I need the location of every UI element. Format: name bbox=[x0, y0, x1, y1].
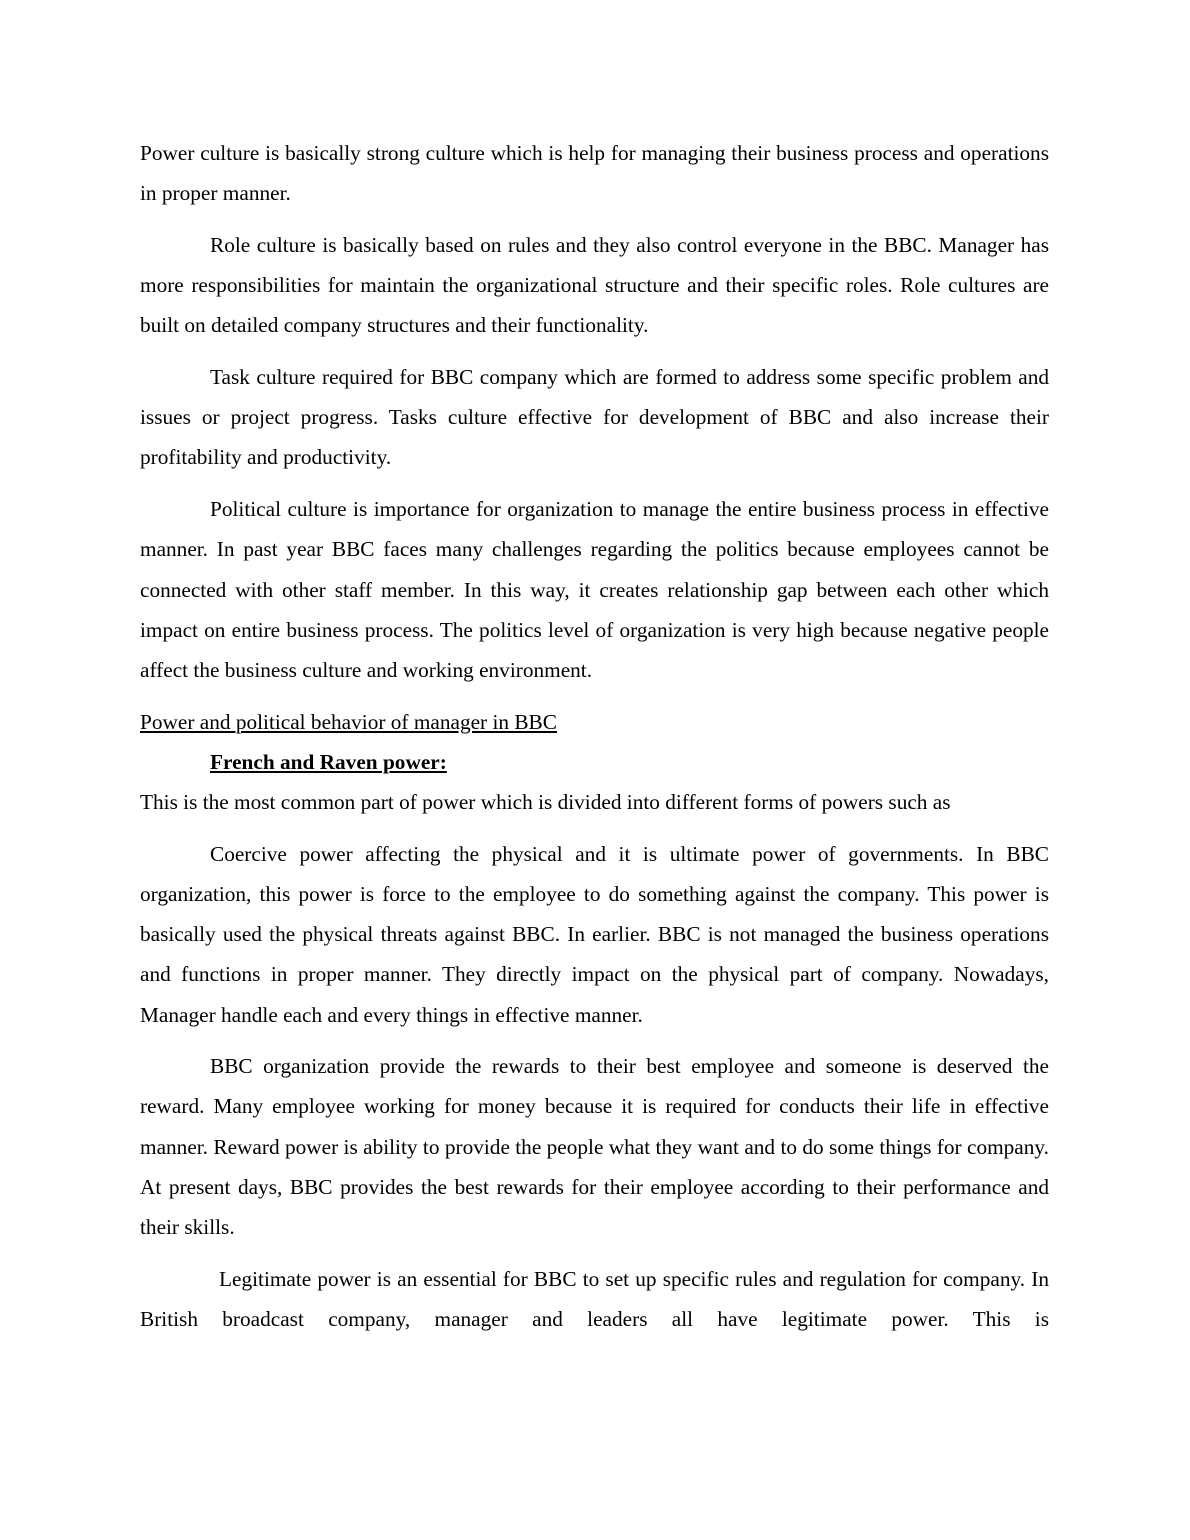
section-heading: Power and political behavior of manager in BBC bbox=[140, 709, 557, 734]
paragraph-political-culture: Political culture is importance for organization to manage the entire business process in effective manner. In past year BBC faces many challenges regarding the politics because employees cannot be connected with other staff member. In this way, it creates relationship gap between each other which impact on entire business process. The politics level of organization is very high because negative people affect the business culture and working environment. bbox=[140, 497, 1049, 682]
paragraph-coercive-power: Coercive power affecting the physical and it is ultimate power of governments. In BBC organization, this power is force to the employee to do something against the company. This power is basically used the physical threats against BBC. In earlier. BBC is not managed the business operations and functions in proper manner. They directly impact on the physical part of company. Nowadays, Manager handle each and every things in effective manner. bbox=[140, 841, 1049, 1027]
document-page bbox=[140, 133, 1049, 1351]
paragraph-role-culture: Role culture is basically based on rules and they also control everyone in the BBC. Manager has more responsibilities for maintain the organizational structure and their specific roles. Role cultures are built on detailed company structures and their functionality. bbox=[140, 232, 1049, 338]
paragraph-task-culture: Task culture required for BBC company which are formed to address some specific problem and issues or project progress. Tasks culture effective for development of BBC and also increase their profitability and productivity. bbox=[140, 365, 1049, 470]
paragraph-legitimate-power: Legitimate power is an essential for BBC to set up specific rules and regulation for company. In British broadcast company, manager and leaders all have legitimate power. This is bbox=[140, 1266, 1049, 1331]
paragraph-forms-of-power: This is the most common part of power which is divided into different forms of powers such as bbox=[140, 790, 951, 815]
paragraph-reward-power: BBC organization provide the rewards to their best employee and someone is deserved the reward. Many employee working for money because it is required for conducts their life in effective manner. Reward power is ability to provide the people what they want and to do some things for company. At present days, BBC provides the best rewards for their employee according to their performance and their skills. bbox=[140, 1054, 1049, 1240]
sub-heading: French and Raven power: bbox=[210, 749, 447, 774]
paragraph-power-culture: Power culture is basically strong culture which is help for managing their business process and operations in proper manner. bbox=[140, 141, 1049, 206]
